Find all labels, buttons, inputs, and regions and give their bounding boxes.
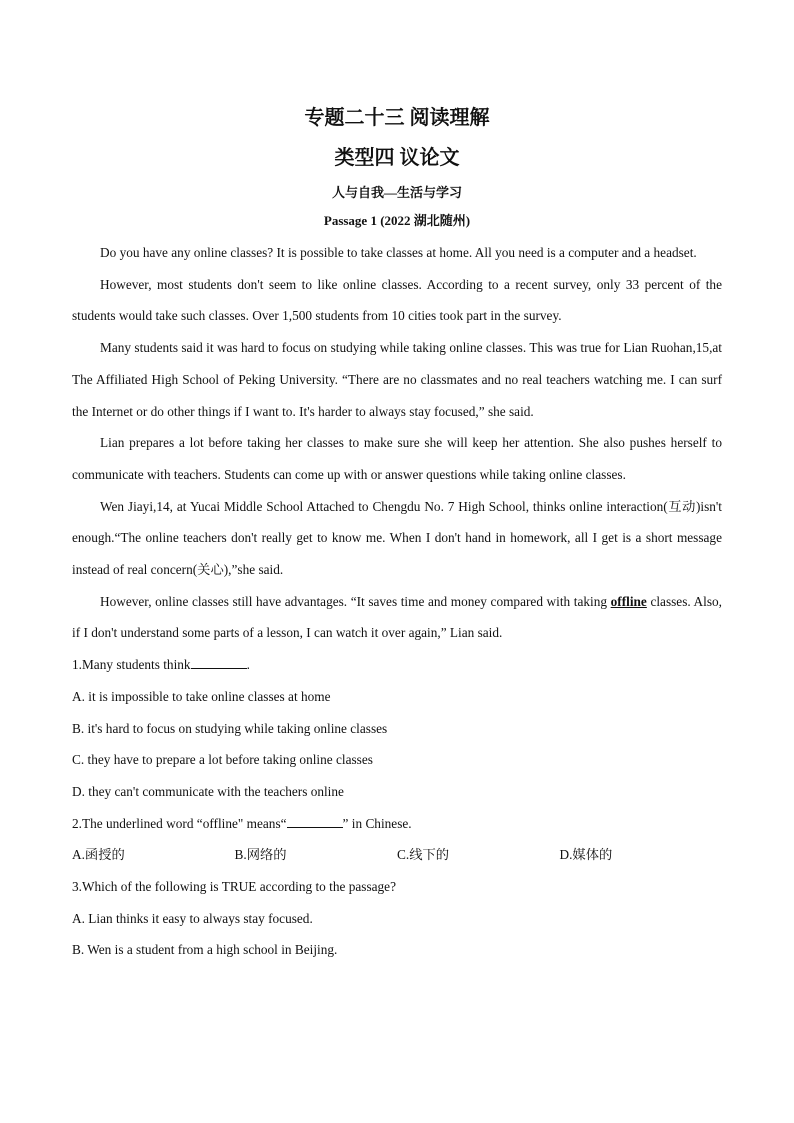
document-page (72, 100, 722, 966)
passage-body (72, 237, 722, 649)
option-a: A.函授的 (72, 847, 125, 863)
option-b: B. Wen is a student from a high school in Beijing. (72, 942, 338, 958)
option-b: B. it's hard to focus on studying while taking online classes (72, 720, 388, 736)
option-a: A. Lian thinks it easy to always stay focused. (72, 910, 313, 926)
paragraph-1: Do you have any online classes? It is possible to take classes at home. All you need is a computer and a headset. (100, 245, 697, 260)
option-c: C.线下的 (397, 847, 450, 863)
paragraph-5: Wen Jiayi,14, at Yucai Middle School Attached to Chengdu No. 7 High School, thinks online interaction(互动)isn't enough.“The online teachers don't really get to know me. When I don't hand in homework, all I get is a short message instead of real concern(关心),”she said. (72, 498, 722, 578)
passage-heading: Passage 1 (2022 湖北随州) (323, 213, 471, 228)
question-1 (72, 649, 722, 808)
answer-blank (191, 656, 247, 669)
page-title: 专题二十三 阅读理解 (304, 107, 490, 129)
option-d: D.媒体的 (559, 847, 613, 863)
question-1-stem: 1.Many students think . (72, 657, 250, 673)
question-2 (72, 808, 722, 871)
question-2-options (72, 839, 722, 871)
paragraph-6-start: However, online classes still have advantages. “It saves time and money compared with taking (100, 593, 611, 609)
paragraph-6 (72, 586, 722, 649)
paragraph-2: However, most students don't seem to like online classes. According to a recent survey, only 33 percent of the students would take such classes. Over 1,500 students from 10 cities took part in the survey. (72, 276, 722, 324)
type-title: 类型四 议论文 (334, 147, 460, 169)
paragraph-3: Many students said it was hard to focus on studying while taking online classes. This was true for Lian Ruohan,15,at The Affiliated High School of Peking University. “There are no classmates and no real teachers watching me. I can surf the Internet or do other things if I want to. It's harder to always stay focused,” she said. (72, 340, 722, 419)
theme-subtitle: 人与自我—生活与学习 (331, 185, 462, 200)
paragraph-4: Lian prepares a lot before taking her classes to make sure she will keep her attention. She also pushes herself to communicate with teachers. Students can come up with or answer questions while taking online classes. (72, 435, 722, 482)
answer-blank (287, 815, 343, 828)
question-3-stem: 3.Which of the following is TRUE according to the passage? (72, 879, 396, 895)
option-c: C. they have to prepare a lot before taking online classes (72, 752, 373, 768)
option-d: D. they can't communicate with the teachers online (72, 783, 344, 799)
question-3 (72, 871, 722, 966)
option-b: B.网络的 (234, 847, 287, 863)
option-a: A. it is impossible to take online classes at home (72, 688, 331, 704)
paragraph-6-end: classes. Also, if I don't understand some parts of a lesson, I can watch it over again,” Lian said. (72, 593, 722, 641)
question-2-stem: 2.The underlined word “offline" means“ ” in Chinese. (72, 815, 412, 831)
underlined-word-offline: offline (610, 593, 647, 609)
